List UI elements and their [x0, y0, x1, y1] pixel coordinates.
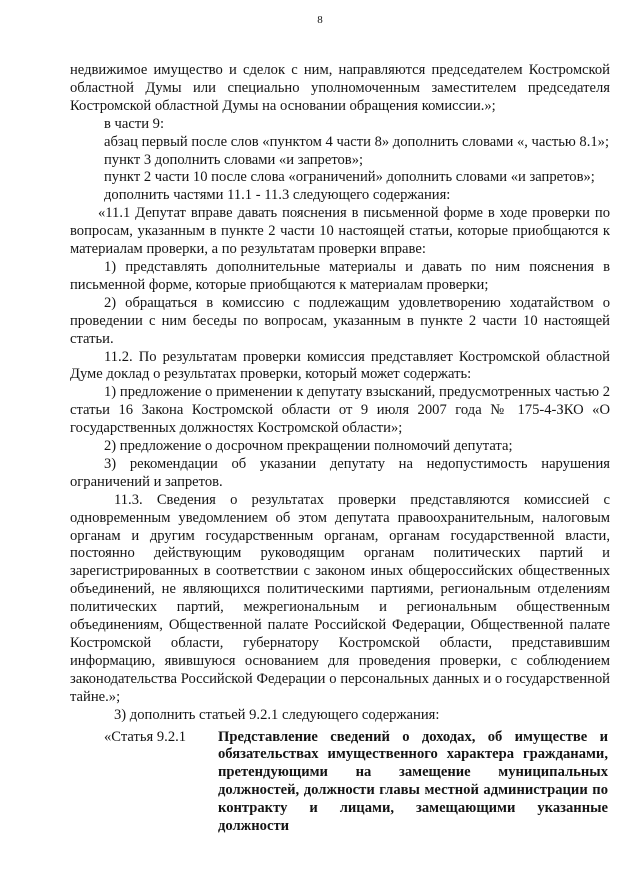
- paragraph-12: 2) предложение о досрочном прекращении полномочий депутата;: [104, 438, 513, 455]
- article-title: Представление сведений о доходах, об имуществе и обязательствах имущественного характера гражданами, претендующими на замещение муниципальных должностей, должности главы местной администрации по контракту и лицами, замещающими указанные должности: [218, 728, 608, 835]
- article-number: «Статья 9.2.1: [104, 728, 187, 745]
- paragraph-2: в части 9:: [104, 115, 165, 132]
- page-number: 8: [317, 14, 323, 26]
- article-heading: [70, 729, 610, 836]
- paragraph-15: 3) дополнить статьей 9.2.1 следующего содержания:: [114, 706, 440, 723]
- paragraph-14: 11.3. Сведения о результатах проверки представляются комиссией с одновременным уведомлением об этом депутата правоохранительным, налоговым органам и другим государственным органам, органам государственной власти, постоянно действующим руководящим органам политических партий и зарегистрированных в соответствии с законом иных общероссийских общественных объединений, не являющихся политическими партиями, региональным отделениям политических партий, межрегиональным и региональным общественным объединениям, Общественной палате Российской Федерации, Общественной палате Костромской области, губернатору Костромской области, представившим информацию, явившуюся основанием для проведения проверки, с соблюдением законодательства Российской Федерации о персональных данных и о государственной тайне.»;: [70, 491, 610, 705]
- paragraph-4: пункт 3 дополнить словами «и запретов»;: [104, 151, 364, 168]
- paragraph-1: недвижимое имущество и сделок с ним, направляются председателем Костромской областной Думы или специально уполномоченным заместителем председателя Костромской областной Думы на основании обращения комиссии.»;: [70, 62, 610, 114]
- paragraph-9: 2) обращаться в комиссию с подлежащим удовлетворению ходатайством о проведении с ним беседы по вопросам, указанным в пункте 2 части 10 настоящей статьи.: [70, 294, 610, 347]
- paragraph-3: абзац первый после слов «пунктом 4 части 8» дополнить словами «, частью 8.1»;: [104, 133, 610, 150]
- paragraph-5: пункт 2 части 10 после слова «ограничений» дополнить словами «и запретов»;: [104, 169, 595, 186]
- paragraph-10: 11.2. По результатам проверки комиссия представляет Костромской областной Думе доклад о результатах проверки, который может содержать:: [70, 348, 610, 383]
- paragraph-7: «11.1 Депутат вправе давать пояснения в письменной форме в ходе проверки по вопросам, указанным в пункте 2 части 10 настоящей статьи, которые приобщаются к материалам проверки, а по результатам проверки вправе:: [70, 205, 610, 258]
- document-body: [70, 62, 610, 836]
- paragraph-8: 1) представлять дополнительные материалы и давать по ним пояснения в письменной форме, которые приобщаются к материалам проверки;: [70, 258, 610, 293]
- paragraph-13: 3) рекомендации об указании депутату на недопустимость нарушения ограничений и запретов.: [70, 455, 610, 490]
- paragraph-11: 1) предложение о применении к депутату взысканий, предусмотренных частью 2 статьи 16 Закона Костромской области от 9 июля 2007 года № 175-4-ЗКО «О государственных должностях Костромской области»;: [70, 384, 610, 437]
- paragraph-6: дополнить частями 11.1 - 11.3 следующего содержания:: [104, 187, 451, 204]
